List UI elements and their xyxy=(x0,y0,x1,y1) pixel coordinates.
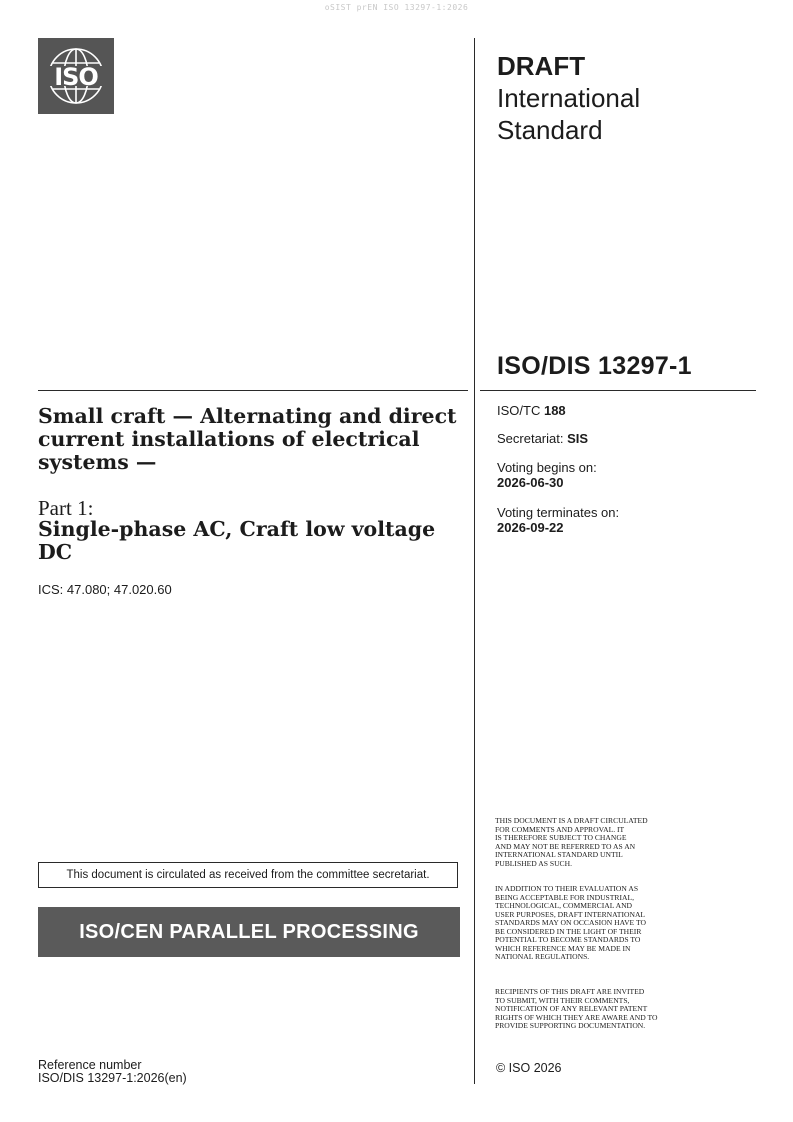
copyright: © ISO 2026 xyxy=(496,1061,562,1075)
document-subtitle: Single-phase AC, Craft low voltage DC xyxy=(38,517,436,564)
secretariat xyxy=(497,431,588,446)
draft-standard: Standard xyxy=(497,115,603,145)
document-number: ISO/DIS 13297-1 xyxy=(497,352,692,380)
secretariat-value: SIS xyxy=(567,431,589,446)
vertical-divider xyxy=(474,38,475,1084)
reference-number xyxy=(38,1059,187,1085)
watermark: oSIST prEN ISO 13297-1:2026 xyxy=(324,3,469,12)
reference-label: Reference number xyxy=(38,1058,142,1072)
ics-codes: ICS: 47.080; 47.020.60 xyxy=(38,582,172,597)
voting-terminates-date: 2026-09-22 xyxy=(497,520,564,535)
reference-value: ISO/DIS 13297-1:2026(en) xyxy=(38,1071,187,1085)
iso-logo-icon xyxy=(38,38,114,114)
logo-text: ISO xyxy=(54,63,98,91)
draft-notice: THIS DOCUMENT IS A DRAFT CIRCULATED FOR COMMENTS AND APPROVAL. IT IS THEREFORE SUBJECT TO CHANGE AND MAY NOT BE REFERRED TO AS AN INTERNATIONAL STANDARD UNTIL PUBLISHED AS SUCH. xyxy=(495,816,648,868)
circulation-note: This document is circulated as received from the committee secretariat. xyxy=(38,862,458,888)
committee-label: ISO/TC xyxy=(497,403,541,418)
voting-begins-date: 2026-06-30 xyxy=(497,475,564,490)
committee xyxy=(497,403,566,418)
parallel-processing-banner: ISO/CEN PARALLEL PROCESSING xyxy=(38,907,460,957)
evaluation-notice: IN ADDITION TO THEIR EVALUATION AS BEING ACCEPTABLE FOR INDUSTRIAL, TECHNOLOGICAL, COMMERCIAL AND USER PURPOSES, DRAFT INTERNATIONAL STANDARDS MAY ON OCCASION HAVE TO BE CONSIDERED IN THE LIGHT OF THEIR POTENTIAL TO BECOME STANDARDS TO WHICH REFERENCE MAY BE MADE IN NATIONAL REGULATIONS. xyxy=(495,884,646,961)
draft-heading xyxy=(497,50,640,146)
draft-label: DRAFT xyxy=(497,51,586,81)
voting-begins xyxy=(497,460,597,490)
voting-begins-label: Voting begins on: xyxy=(497,460,597,475)
voting-terminates-label: Voting terminates on: xyxy=(497,505,620,520)
voting-terminates xyxy=(497,505,619,535)
horizontal-divider-right xyxy=(480,390,756,391)
patent-notice: RECIPIENTS OF THIS DRAFT ARE INVITED TO SUBMIT, WITH THEIR COMMENTS, NOTIFICATION OF ANY RELEVANT PATENT RIGHTS OF WHICH THEY ARE AWARE AND TO PROVIDE SUPPORTING DOCUMENTATION. xyxy=(495,987,658,1030)
part-label: Part 1: xyxy=(38,496,94,520)
committee-value: 188 xyxy=(543,403,566,418)
horizontal-divider-left xyxy=(38,390,468,391)
secretariat-label: Secretariat: xyxy=(497,431,564,446)
draft-international: International xyxy=(497,83,641,113)
document-title: Small craft — Alternating and direct current installations of electrical systems — xyxy=(38,404,457,474)
